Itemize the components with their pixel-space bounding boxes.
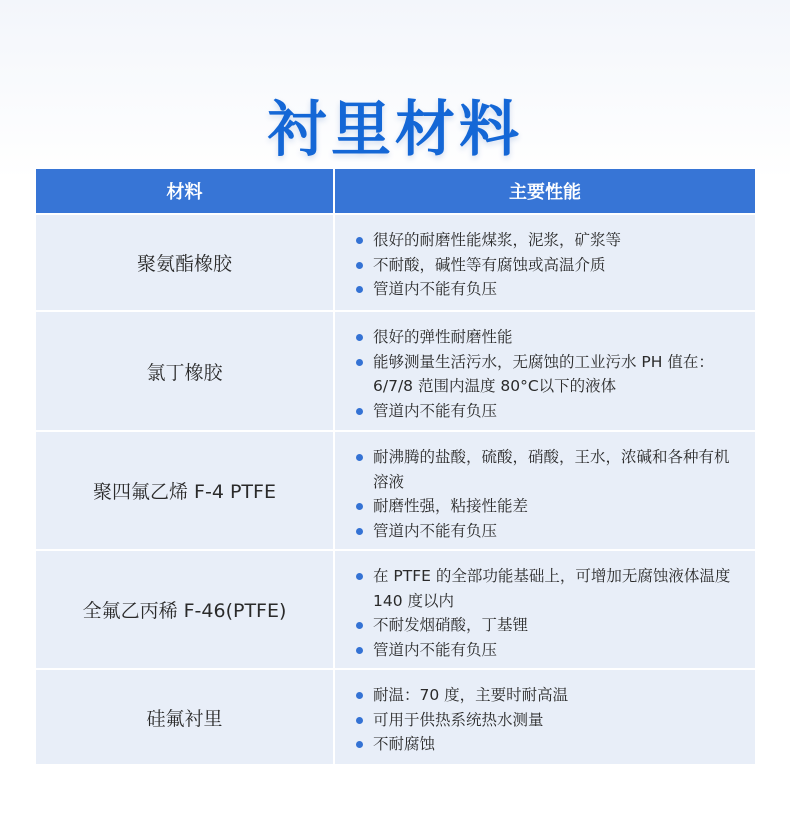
property-text: 耐温：70 度，主要时耐高温 bbox=[373, 686, 569, 704]
bullet-icon bbox=[356, 237, 363, 244]
properties-cell bbox=[335, 670, 755, 764]
property-text: 耐磨性强，粘接性能差 bbox=[373, 497, 529, 515]
header-properties: 主要性能 bbox=[335, 169, 755, 213]
bullet-icon bbox=[356, 334, 363, 341]
material-cell: 硅氟衬里 bbox=[36, 670, 333, 764]
property-text: 可用于供热系统热水测量 bbox=[373, 710, 544, 729]
table-row bbox=[36, 670, 755, 764]
property-item bbox=[355, 399, 743, 424]
property-item bbox=[355, 683, 743, 708]
property-text: 耐沸腾的盐酸，硫酸，硝酸，王水，浓碱和各种有机溶液 bbox=[373, 448, 730, 491]
property-text: 管道内不能有负压 bbox=[373, 521, 498, 540]
properties-list bbox=[355, 564, 743, 662]
property-item bbox=[355, 228, 743, 253]
properties-cell bbox=[335, 215, 755, 310]
bullet-icon bbox=[356, 717, 363, 724]
bullet-icon bbox=[356, 573, 363, 580]
property-text: 不耐酸，碱性等有腐蚀或高温介质 bbox=[373, 255, 606, 274]
property-text: 不耐发烟硝酸，丁基锂 bbox=[373, 616, 529, 634]
bullet-icon bbox=[356, 262, 363, 269]
property-item bbox=[355, 494, 743, 519]
table-row bbox=[36, 432, 755, 549]
property-item bbox=[355, 519, 743, 544]
bullet-icon bbox=[356, 503, 363, 510]
property-item bbox=[355, 638, 743, 663]
table-header-row bbox=[36, 169, 755, 213]
property-text: 在 PTFE 的全部功能基础上，可增加无腐蚀液体温度 140 度以内 bbox=[373, 567, 731, 610]
material-cell: 氯丁橡胶 bbox=[36, 312, 333, 430]
properties-cell bbox=[335, 432, 755, 549]
property-text: 很好的耐磨性能煤浆，泥浆，矿浆等 bbox=[373, 231, 622, 249]
bullet-icon bbox=[356, 741, 363, 748]
property-text: 很好的弹性耐磨性能 bbox=[373, 328, 513, 346]
property-text: 管道内不能有负压 bbox=[373, 640, 498, 659]
property-item bbox=[355, 613, 743, 638]
property-text: 不耐腐蚀 bbox=[373, 735, 436, 753]
properties-list bbox=[355, 445, 743, 543]
property-item bbox=[355, 708, 743, 733]
property-item bbox=[355, 253, 743, 278]
table-row bbox=[36, 215, 755, 310]
property-text: 管道内不能有负压 bbox=[373, 401, 498, 420]
bullet-icon bbox=[356, 286, 363, 293]
material-cell: 聚四氟乙烯 F-4 PTFE bbox=[36, 432, 333, 549]
property-text: 管道内不能有负压 bbox=[373, 280, 498, 298]
table-row bbox=[36, 551, 755, 668]
bullet-icon bbox=[356, 528, 363, 535]
page-title: 衬里材料 bbox=[267, 95, 523, 166]
bullet-icon bbox=[356, 692, 363, 699]
properties-list bbox=[355, 683, 743, 757]
table-row bbox=[36, 312, 755, 430]
property-item bbox=[355, 350, 743, 399]
property-item bbox=[355, 732, 743, 757]
property-item bbox=[355, 325, 743, 350]
bullet-icon bbox=[356, 647, 363, 654]
properties-cell bbox=[335, 551, 755, 668]
properties-list bbox=[355, 325, 743, 423]
material-cell: 聚氨酯橡胶 bbox=[36, 215, 333, 310]
bullet-icon bbox=[356, 408, 363, 415]
header-material: 材料 bbox=[36, 169, 333, 213]
property-item bbox=[355, 277, 743, 302]
properties-cell bbox=[335, 312, 755, 430]
materials-table bbox=[36, 169, 755, 764]
bullet-icon bbox=[356, 359, 363, 366]
material-cell: 全氟乙丙稀 F-46(PTFE) bbox=[36, 551, 333, 668]
property-text: 能够测量生活污水，无腐蚀的工业污水 PH 值在：6/7/8 范围内温度 80°C以下的液体 bbox=[373, 352, 714, 395]
bullet-icon bbox=[356, 454, 363, 461]
bullet-icon bbox=[356, 622, 363, 629]
properties-list bbox=[355, 228, 743, 302]
property-item bbox=[355, 445, 743, 494]
property-item bbox=[355, 564, 743, 613]
